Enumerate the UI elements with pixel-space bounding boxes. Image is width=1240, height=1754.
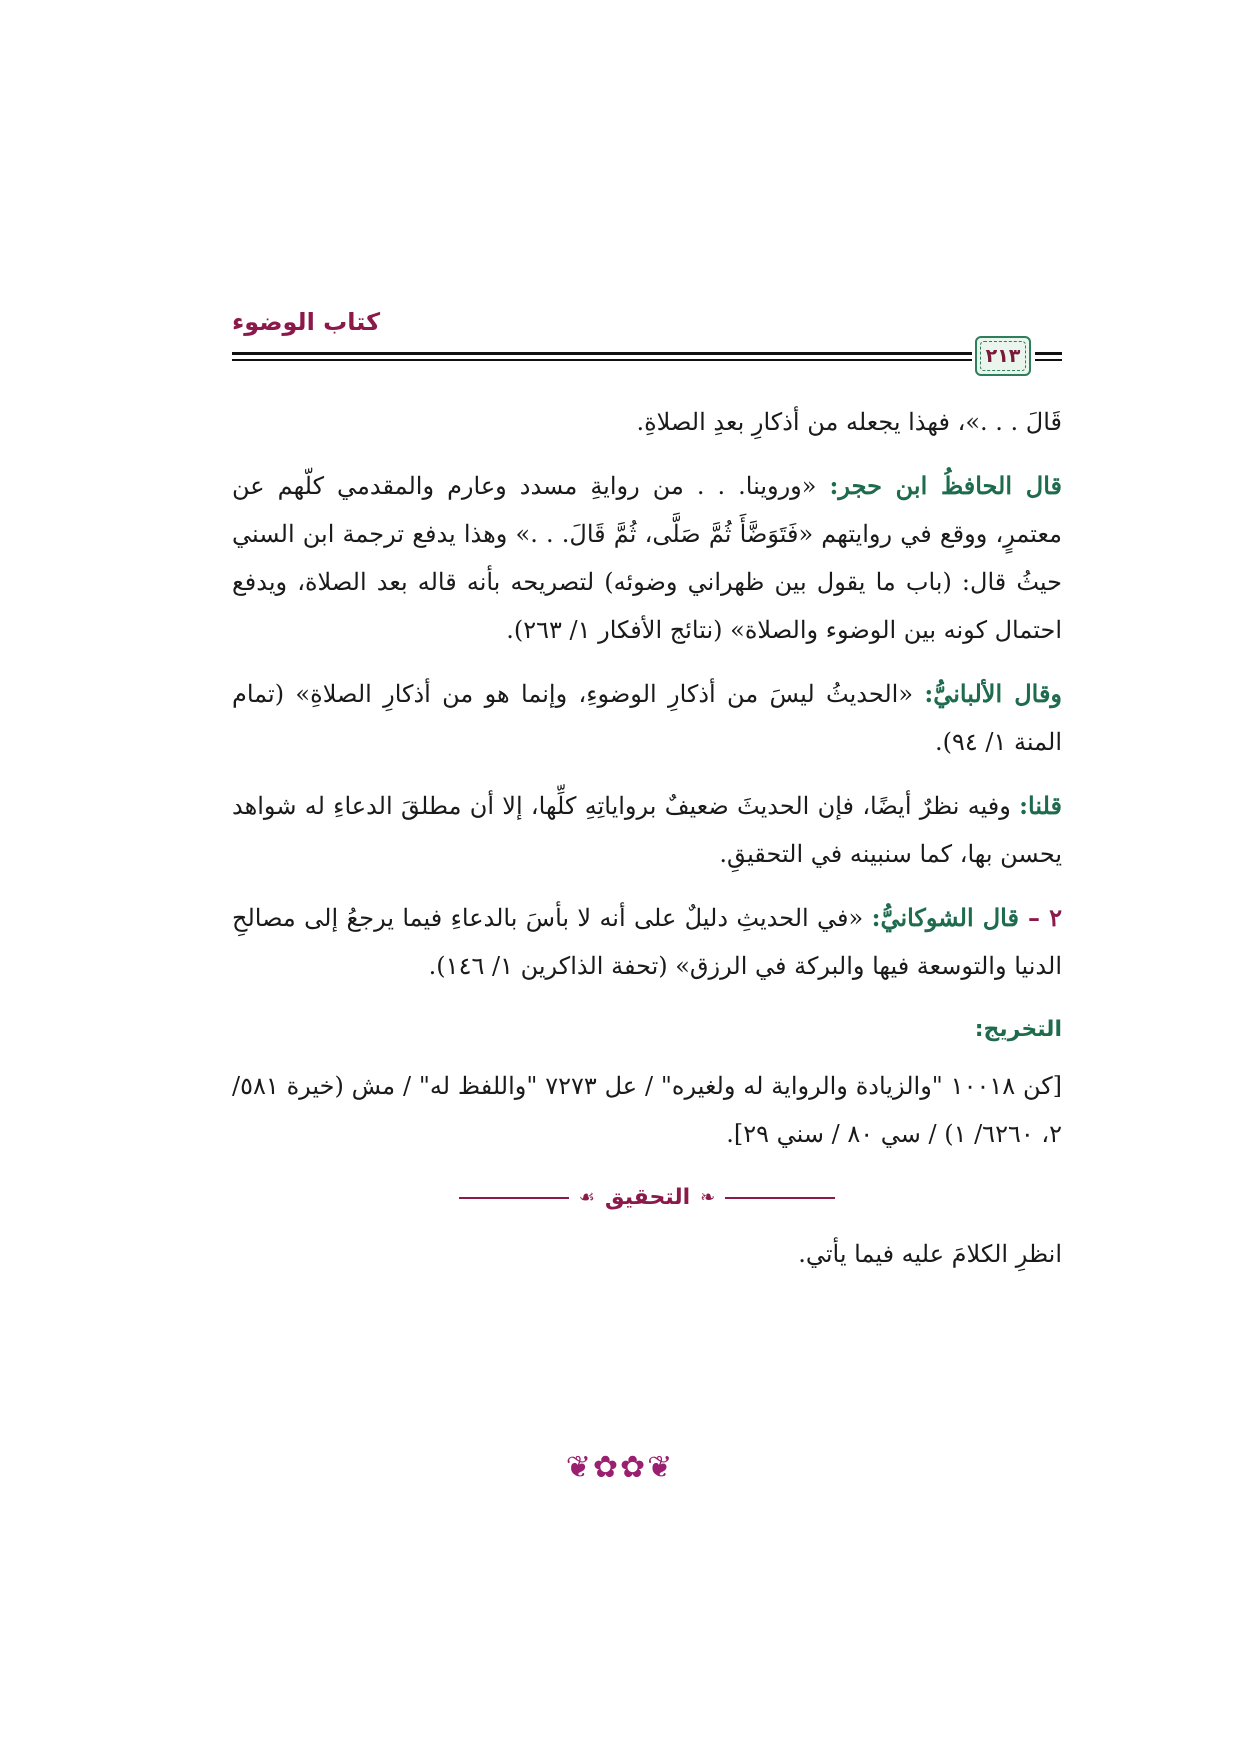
- takhrij-text: [كن ١٠٠١٨ "والزيادة والرواية له ولغيره" / عل ٧٢٧٣ "واللفظ له" / مش (خيرة ٥٨١/ ٢، ٦٢٦٠/ ١) / سي ٨٠ / سني ٢٩].: [232, 1072, 1063, 1148]
- header-rule-thick: [232, 352, 972, 355]
- tahqiq-divider: [232, 1174, 1062, 1222]
- quote-text: «وروينا. . . من روايةِ مسدد وعارم والمقدمي كلّهم عن معتمرٍ، ووقع في روايتهم «فَتَوَضَّأَ ثُمَّ صَلَّى، ثُمَّ قَالَ. . .» وهذا يدفع ترجمة ابن السني حيثُ قال: (باب ما يقول بين ظهراني وضوئه) لتصريحه بأنه قاله بعد الصلاة، ويدفع احتمال كونه بين الوضوء والصلاة» (نتائج الأفكار ١/ ٢٦٣).: [232, 472, 1062, 644]
- page-number: ٢١٣: [985, 345, 1021, 367]
- scroll-ornament-icon: ☙: [578, 1187, 595, 1208]
- paragraph-1-text: قَالَ . . .»، فهذا يجعله من أذكارِ بعدِ الصلاةِ.: [636, 408, 1062, 436]
- tahqiq-heading: التحقيق: [604, 1185, 691, 1210]
- speaker-label: قال الحافظُ ابن حجر:: [829, 471, 1062, 500]
- quote-text: «الحديثُ ليسَ من أذكارِ الوضوءِ، وإنما هو من أذكارِ الصلاةِ» (تمام المنة ١/ ٩٤).: [232, 680, 1062, 756]
- paragraph-albani: [232, 670, 1062, 766]
- book-title: كتاب الوضوء: [232, 308, 381, 336]
- takhrij-paragraph: [232, 1062, 1062, 1158]
- tahqiq-paragraph: [232, 1230, 1062, 1278]
- paragraph-ibn-hajar: [232, 462, 1062, 654]
- comment-text: وفيه نظرٌ أيضًا، فإن الحديثَ ضعيفٌ برواياتِهِ كلِّها، إلا أن مطلقَ الدعاءِ له شواهد يحسن بها، كما سنبينه في التحقيقِ.: [232, 792, 1062, 868]
- header-rule-thin: [232, 359, 972, 361]
- header-rule-right-thick: [1035, 352, 1062, 355]
- paragraph-qulna: [232, 782, 1062, 878]
- page-body: [232, 398, 1062, 1294]
- speaker-label: قال الشوكانيُّ:: [871, 903, 1029, 932]
- quote-text: «في الحديثِ دليلٌ على أنه لا بأسَ بالدعاءِ فيما يرجعُ إلى مصالحِ الدنيا والتوسعة فيها والبركة في الرزق» (تحفة الذاكرين ١/ ١٤٦).: [232, 904, 1062, 980]
- page-number-badge: [975, 336, 1031, 376]
- paragraph-1: [232, 398, 1062, 446]
- speaker-label: قلنا:: [1019, 791, 1062, 820]
- speaker-label: وقال الألبانيُّ:: [924, 679, 1063, 708]
- point-number: ٢ –: [1028, 903, 1062, 932]
- tahqiq-text: انظرِ الكلامَ عليه فيما يأتي.: [798, 1240, 1062, 1268]
- header-rule-right-thin: [1035, 359, 1062, 361]
- floral-ornament-icon: ❦✿✿❦: [565, 1450, 675, 1485]
- scroll-ornament-icon: ❧: [700, 1187, 716, 1208]
- divider-line-left: [725, 1197, 835, 1199]
- takhrij-heading: التخريج:: [974, 1017, 1062, 1042]
- paragraph-shawkani: [232, 894, 1062, 990]
- divider-line-right: [459, 1197, 569, 1199]
